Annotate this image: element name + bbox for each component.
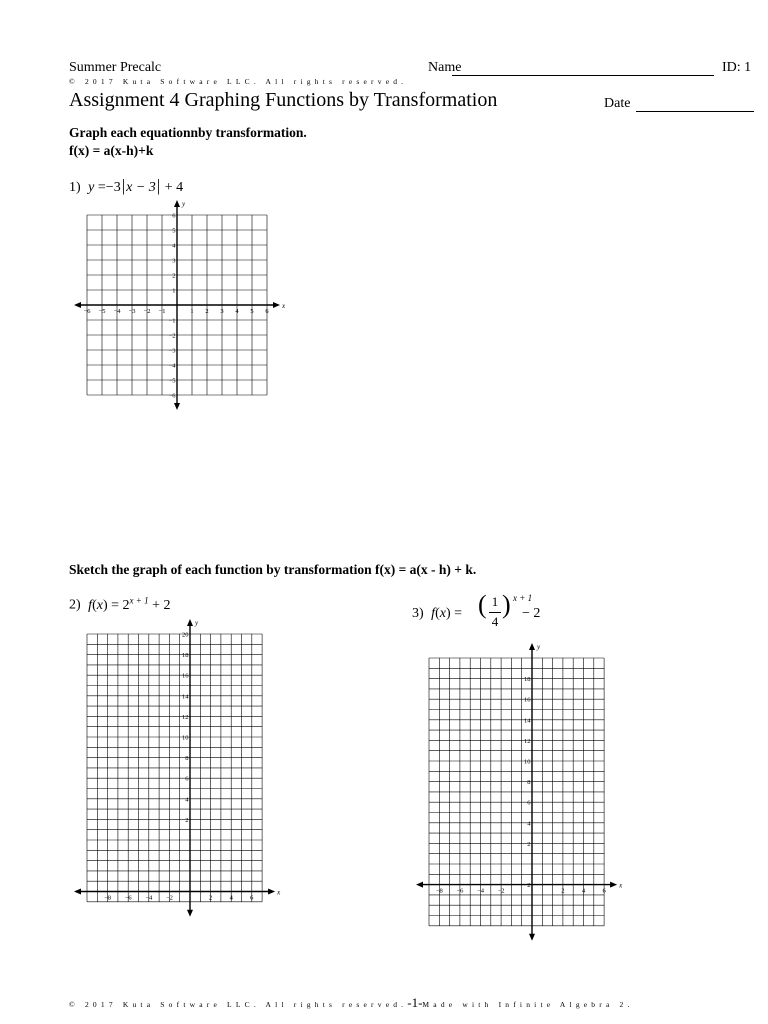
instruction-part1: Graph each equationnby transformation. (69, 125, 307, 140)
y-axis-bottom-arrow (187, 910, 193, 917)
equals-sign: = (97, 180, 106, 195)
y-axis-top-arrow (529, 643, 535, 650)
x-tick-label: −2 (143, 308, 151, 315)
y-tick-label: 1 (172, 287, 176, 295)
constant-term: − 2 (522, 606, 541, 621)
y-tick-label: 18 (182, 652, 189, 660)
function-var: x (439, 606, 446, 621)
x-tick-label: −4 (477, 887, 484, 895)
function-name: f (88, 597, 93, 613)
x-tick-label: −5 (98, 308, 106, 315)
x-tick-label: 1 (190, 308, 194, 315)
problem-number: 2) (69, 597, 81, 613)
exponent: x + 1 (129, 595, 149, 605)
date-label: Date (604, 96, 631, 111)
y-tick-label: 10 (524, 758, 531, 766)
fraction-denominator: 4 (491, 614, 499, 629)
y-tick-label: 2 (172, 272, 176, 280)
date-field-line[interactable] (636, 111, 754, 112)
graph-grid-2[interactable] (70, 618, 290, 918)
problem-2-equation: 2) $f(x) = 2^{x + 1} + 2$ (69, 595, 171, 613)
page-title: Assignment 4 Graphing Functions by Transformation (69, 89, 498, 111)
x-axis-label: x (277, 888, 281, 897)
x-tick-label: 2 (205, 308, 209, 315)
footer (69, 995, 634, 1011)
problem-3-equation: 3) f(x) = (412, 606, 463, 621)
exponent: x + 1 (513, 593, 533, 603)
problem-number: 1) (69, 180, 81, 195)
copyright-header: © 2017 Kuta Software LLC. All rights reserved. (69, 77, 408, 86)
name-field-line[interactable] (452, 75, 714, 76)
x-tick-label: 4 (581, 887, 586, 895)
y-tick-label: −2 (168, 332, 176, 340)
x-tick-label: 6 (250, 894, 254, 902)
y-tick-label: 18 (524, 676, 531, 684)
y-tick-label: −4 (168, 362, 176, 370)
footer-made-with: Made with Infinite Algebra 2. (422, 1000, 634, 1009)
y-tick-label: 6 (185, 775, 189, 783)
x-axis-right-arrow (273, 302, 280, 308)
fraction-numerator: 1 (491, 594, 499, 609)
y-tick-label: 4 (527, 820, 531, 828)
y-tick-label: 16 (182, 672, 189, 680)
x-axis-left-arrow (74, 889, 81, 895)
y-tick-label: 4 (172, 242, 176, 250)
x-tick-label: 2 (208, 894, 213, 902)
constant-term: + 4 (164, 180, 184, 195)
y-tick-label: 10 (182, 734, 189, 742)
y-tick-label: 16 (524, 696, 531, 704)
x-axis-right-arrow (610, 882, 617, 888)
y-tick-label: 6 (527, 799, 531, 807)
right-paren: ) (502, 590, 511, 619)
x-tick-label: −8 (435, 887, 443, 895)
constant-term: + 2 (152, 597, 171, 613)
x-tick-label: 2 (561, 887, 565, 895)
y-tick-label: 8 (527, 779, 531, 787)
y-tick-label: 2 (527, 840, 531, 848)
x-axis-right-arrow (268, 889, 275, 895)
equals-sign: = (111, 597, 120, 613)
y-tick-label: 20 (182, 631, 189, 639)
x-tick-label: −6 (456, 887, 464, 895)
x-tick-label: 4 (229, 894, 233, 902)
y-tick-label: −6 (168, 392, 176, 400)
problem-number: 3) (412, 606, 424, 621)
x-tick-label: −4 (113, 308, 121, 315)
x-tick-label: −2 (497, 887, 505, 895)
y-axis-label: y (195, 619, 199, 627)
course-name: Summer Precalc (69, 60, 162, 75)
name-label: Name (428, 60, 462, 75)
y-tick-label: 12 (524, 737, 531, 745)
equals-sign: = (454, 606, 463, 621)
x-tick-label: −1 (158, 308, 166, 315)
x-tick-label: 4 (235, 308, 239, 315)
y-tick-label: −5 (168, 377, 176, 385)
x-tick-label: −3 (128, 308, 136, 315)
left-paren: ( (478, 590, 487, 619)
y-axis-label: y (537, 643, 541, 651)
y-axis-bottom-arrow (174, 403, 180, 410)
y-tick-label: 5 (172, 227, 176, 235)
fraction-bar (489, 612, 501, 613)
id-label: ID: 1 (722, 60, 752, 75)
y-tick-label: −1 (168, 317, 176, 325)
graph-grid-3[interactable] (412, 642, 627, 942)
coefficient: −3 (105, 180, 121, 195)
x-axis-left-arrow (74, 302, 81, 308)
footer-copyright: © 2017 Kuta Software LLC. All rights reserved. (69, 1000, 408, 1009)
x-axis-label: x (282, 302, 286, 310)
instruction-formula: f(x) = a(x-h)+k (69, 143, 154, 158)
x-tick-label: 3 (220, 308, 224, 315)
y-axis-bottom-arrow (529, 934, 535, 941)
y-tick-label: 8 (185, 755, 189, 763)
function-name: f (431, 606, 436, 621)
x-tick-label: −6 (83, 308, 91, 315)
x-axis-label: x (619, 881, 623, 890)
y-tick-label: 14 (182, 693, 189, 701)
instruction-part2: Sketch the graph of each function by transformation f(x) = a(x - h) + k. (69, 562, 477, 577)
x-axis-left-arrow (416, 882, 423, 888)
x-tick-label: −2 (165, 894, 173, 902)
y-tick-label: −2 (523, 882, 531, 890)
base: 2 (122, 597, 130, 613)
abs-inner: x − 3 (126, 180, 156, 195)
x-tick-label: −4 (145, 894, 153, 902)
function-var: x (96, 597, 103, 613)
problem-1-equation: 1) y =−3|x − 3| + 4 (69, 176, 184, 195)
x-tick-label: 5 (250, 308, 254, 315)
y-axis-top-arrow (187, 619, 193, 626)
y-tick-label: 6 (172, 212, 176, 220)
lhs-variable: y (88, 180, 95, 195)
y-tick-label: 2 (185, 816, 189, 824)
y-tick-label: 3 (172, 257, 176, 265)
graph-grid-1[interactable] (70, 200, 290, 420)
y-tick-label: 12 (182, 713, 189, 721)
x-tick-label: −6 (124, 894, 132, 902)
y-tick-label: 4 (185, 796, 189, 804)
y-tick-label: 14 (524, 717, 531, 725)
y-axis-label: y (182, 200, 186, 208)
x-tick-label: 6 (602, 887, 606, 895)
y-tick-label: −3 (168, 347, 176, 355)
x-tick-label: 6 (265, 308, 269, 315)
y-axis-top-arrow (174, 200, 180, 207)
page-number: -1- (407, 995, 423, 1010)
x-tick-label: −8 (104, 894, 112, 902)
